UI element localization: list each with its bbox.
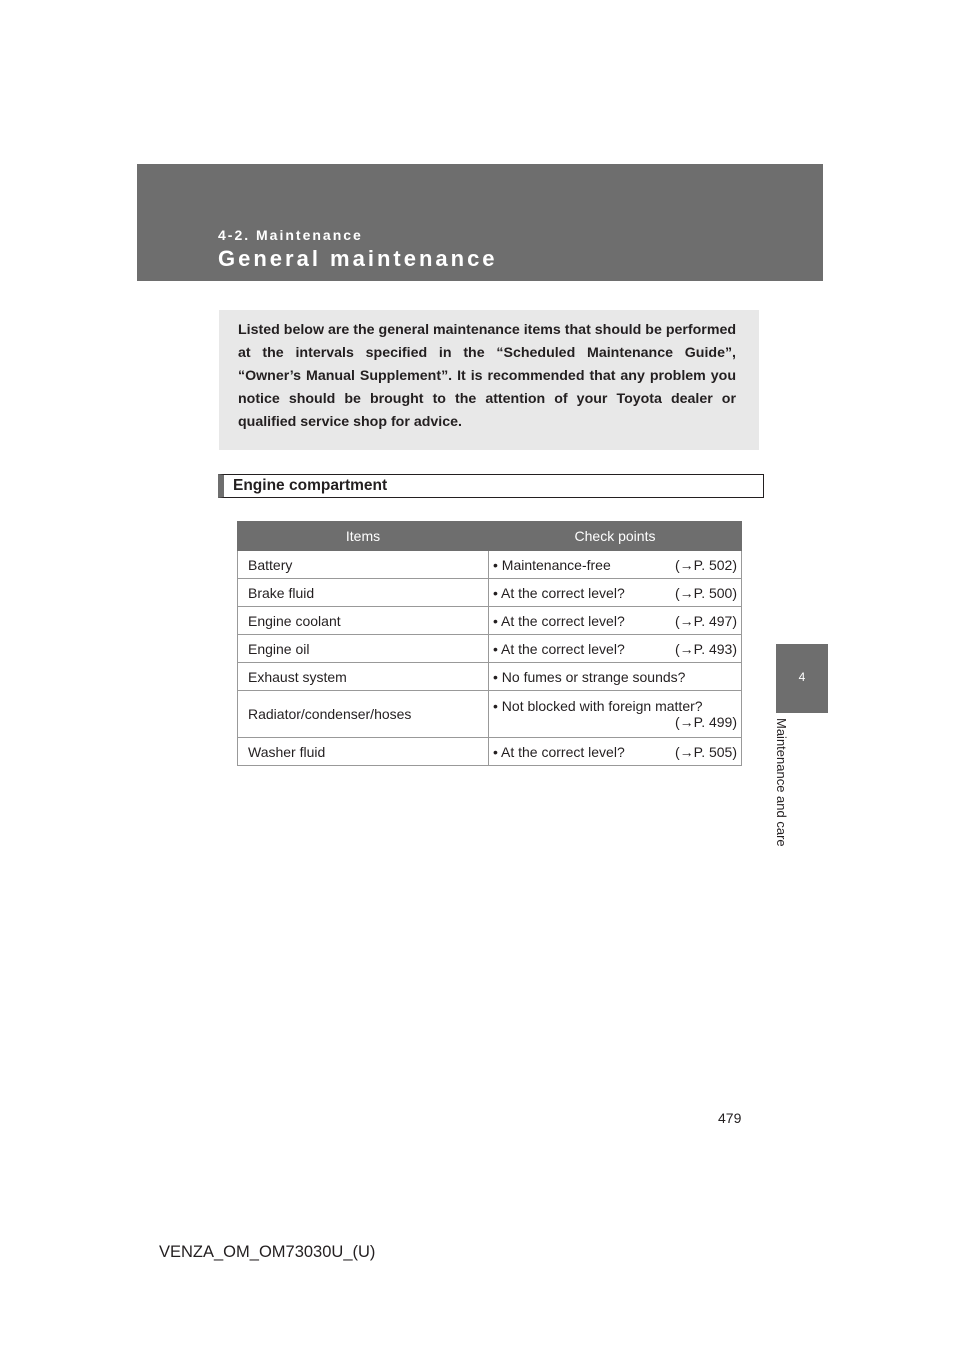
page-reference[interactable]: (→P. 499) [675, 714, 737, 730]
column-header-items: Items [238, 522, 489, 551]
intro-box [219, 310, 759, 450]
table-row [238, 635, 742, 663]
check-text: • At the correct level? [493, 743, 625, 760]
item-cell: Exhaust system [238, 663, 489, 691]
table-row [238, 691, 742, 738]
chapter-tab[interactable] [776, 644, 828, 713]
page-reference[interactable]: (→P. 500) [675, 584, 737, 601]
chapter-label-text: Maintenance and care [774, 718, 789, 847]
page-number: 479 [718, 1110, 742, 1126]
table-header-row [238, 522, 742, 551]
check-text: • At the correct level? [493, 584, 625, 601]
page-reference[interactable]: (→P. 493) [675, 640, 737, 657]
item-cell: Engine coolant [238, 607, 489, 635]
intro-text: Listed below are the general maintenance items that should be performed at the intervals specified in the “Scheduled Maintenance Guide”, “Owner’s Manual Supplement”. It is recommended that any problem you notice should be brought to the attention of your Toyota dealer or qualified service shop for advice. [238, 322, 736, 430]
item-cell: Battery [238, 551, 489, 579]
check-text: • Not blocked with foreign matter? [493, 698, 703, 714]
check-cell [489, 691, 742, 738]
page-title: General maintenance [218, 246, 498, 271]
check-text: • At the correct level? [493, 640, 625, 657]
check-text: • No fumes or strange sounds? [493, 668, 686, 685]
column-header-check-points: Check points [489, 522, 742, 551]
page-reference[interactable]: (→P. 497) [675, 612, 737, 629]
table-row [238, 607, 742, 635]
document-id: VENZA_OM_OM73030U_(U) [159, 1243, 376, 1261]
check-text: • Maintenance-free [493, 556, 611, 573]
item-cell: Brake fluid [238, 579, 489, 607]
item-cell: Engine oil [238, 635, 489, 663]
item-cell: Radiator/condenser/hoses [238, 691, 489, 738]
table-row [238, 579, 742, 607]
check-cell [489, 663, 742, 691]
check-cell [489, 607, 742, 635]
table-row [238, 663, 742, 691]
page-reference[interactable]: (→P. 502) [675, 556, 737, 573]
section-heading-text: Engine compartment [233, 477, 388, 494]
chapter-number: 4 [798, 670, 806, 684]
chapter-label [771, 718, 791, 868]
check-cell [489, 635, 742, 663]
table-row [238, 551, 742, 579]
page-reference[interactable]: (→P. 505) [675, 743, 737, 760]
item-cell: Washer fluid [238, 738, 489, 766]
check-text: • At the correct level? [493, 612, 625, 629]
table-row [238, 738, 742, 766]
section-label: 4-2. Maintenance [218, 227, 363, 243]
maintenance-table [237, 521, 742, 766]
check-cell [489, 738, 742, 766]
section-heading [218, 474, 764, 498]
check-cell [489, 579, 742, 607]
check-cell [489, 551, 742, 579]
